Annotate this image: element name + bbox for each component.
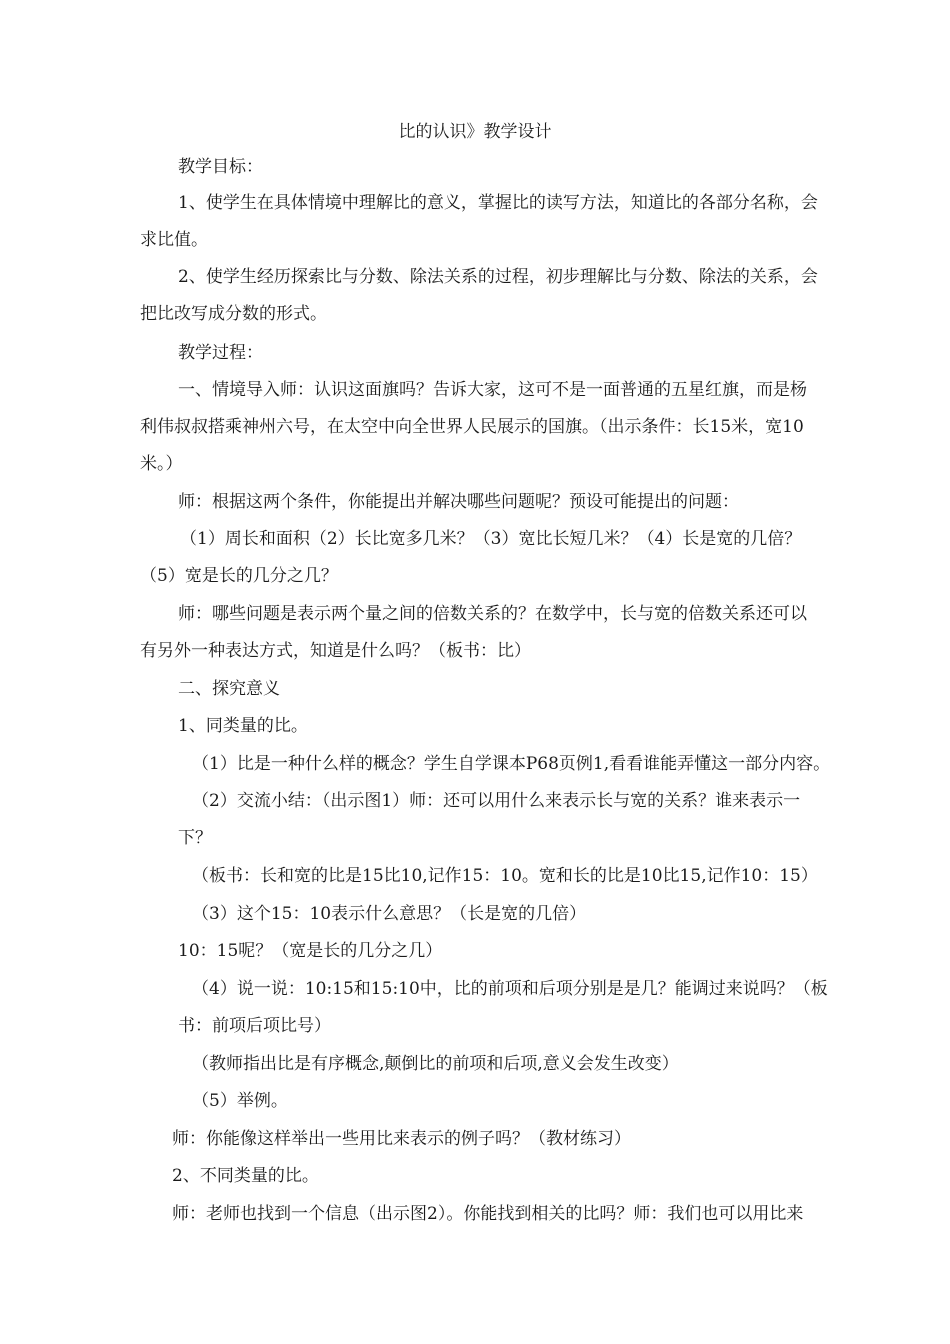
text-line: 把比改写成分数的形式。 — [140, 304, 327, 324]
text-line: 下？ — [178, 828, 212, 848]
text-line: 书：前项后项比号） — [178, 1016, 331, 1036]
text-line: 2、不同类量的比。 — [172, 1166, 319, 1186]
text-line: 教学目标： — [178, 157, 263, 177]
text-line: （4）说一说：10:15和15:10中，比的前项和后项分别是是几？能调过来说吗？（板 — [192, 979, 828, 999]
text-line: 二、探究意义 — [178, 679, 280, 699]
text-line: 一、情境导入师：认识这面旗吗？告诉大家，这可不是一面普通的五星红旗，而是杨 — [178, 380, 807, 400]
text-line: 师：老师也找到一个信息（出示图2）。你能找到相关的比吗？师：我们也可以用比来 — [172, 1204, 804, 1224]
text-line: （1）周长和面积（2）长比宽多几米？（3）宽比长短几米？（4）长是宽的几倍？ — [180, 529, 802, 549]
text-line: 教学过程： — [178, 343, 263, 363]
text-line: 师：哪些问题是表示两个量之间的倍数关系的？在数学中，长与宽的倍数关系还可以 — [178, 604, 807, 624]
text-line: （2）交流小结：（出示图1）师：还可以用什么来表示长与宽的关系？谁来表示一 — [192, 791, 801, 811]
text-line: 2、使学生经历探索比与分数、除法关系的过程，初步理解比与分数、除法的关系，会 — [178, 267, 818, 287]
text-line: 师：你能像这样举出一些用比来表示的例子吗？（教材练习） — [172, 1129, 631, 1149]
text-line: 10：15呢？（宽是长的几分之几） — [178, 941, 443, 961]
text-line: （3）这个15：10表示什么意思？（长是宽的几倍） — [192, 904, 587, 924]
text-line: 1、同类量的比。 — [178, 716, 308, 736]
text-line: 求比值。 — [140, 230, 208, 250]
text-line: 师：根据这两个条件，你能提出并解决哪些问题呢？预设可能提出的问题： — [178, 492, 739, 512]
text-line: 米。） — [140, 454, 183, 474]
text-line: 利伟叔叔搭乘神州六号，在太空中向全世界人民展示的国旗。（出示条件：长15米，宽10 — [140, 417, 804, 437]
text-line: （5）宽是长的几分之几？ — [140, 566, 338, 586]
text-line: 有另外一种表达方式，知道是什么吗？（板书：比） — [140, 641, 531, 661]
document-title: 比的认识》教学设计 — [398, 122, 552, 142]
text-line: （板书：长和宽的比是15比10,记作15：10。宽和长的比是10比15,记作10：15） — [192, 866, 818, 886]
text-line: （教师指出比是有序概念,颠倒比的前项和后项,意义会发生改变） — [192, 1054, 679, 1074]
text-line: （1）比是一种什么样的概念？学生自学课本P68页例1,看看谁能弄懂这一部分内容。 — [192, 754, 831, 774]
text-line: （5）举例。 — [192, 1091, 288, 1111]
text-line: 1、使学生在具体情境中理解比的意义，掌握比的读写方法，知道比的各部分名称，会 — [178, 193, 818, 213]
